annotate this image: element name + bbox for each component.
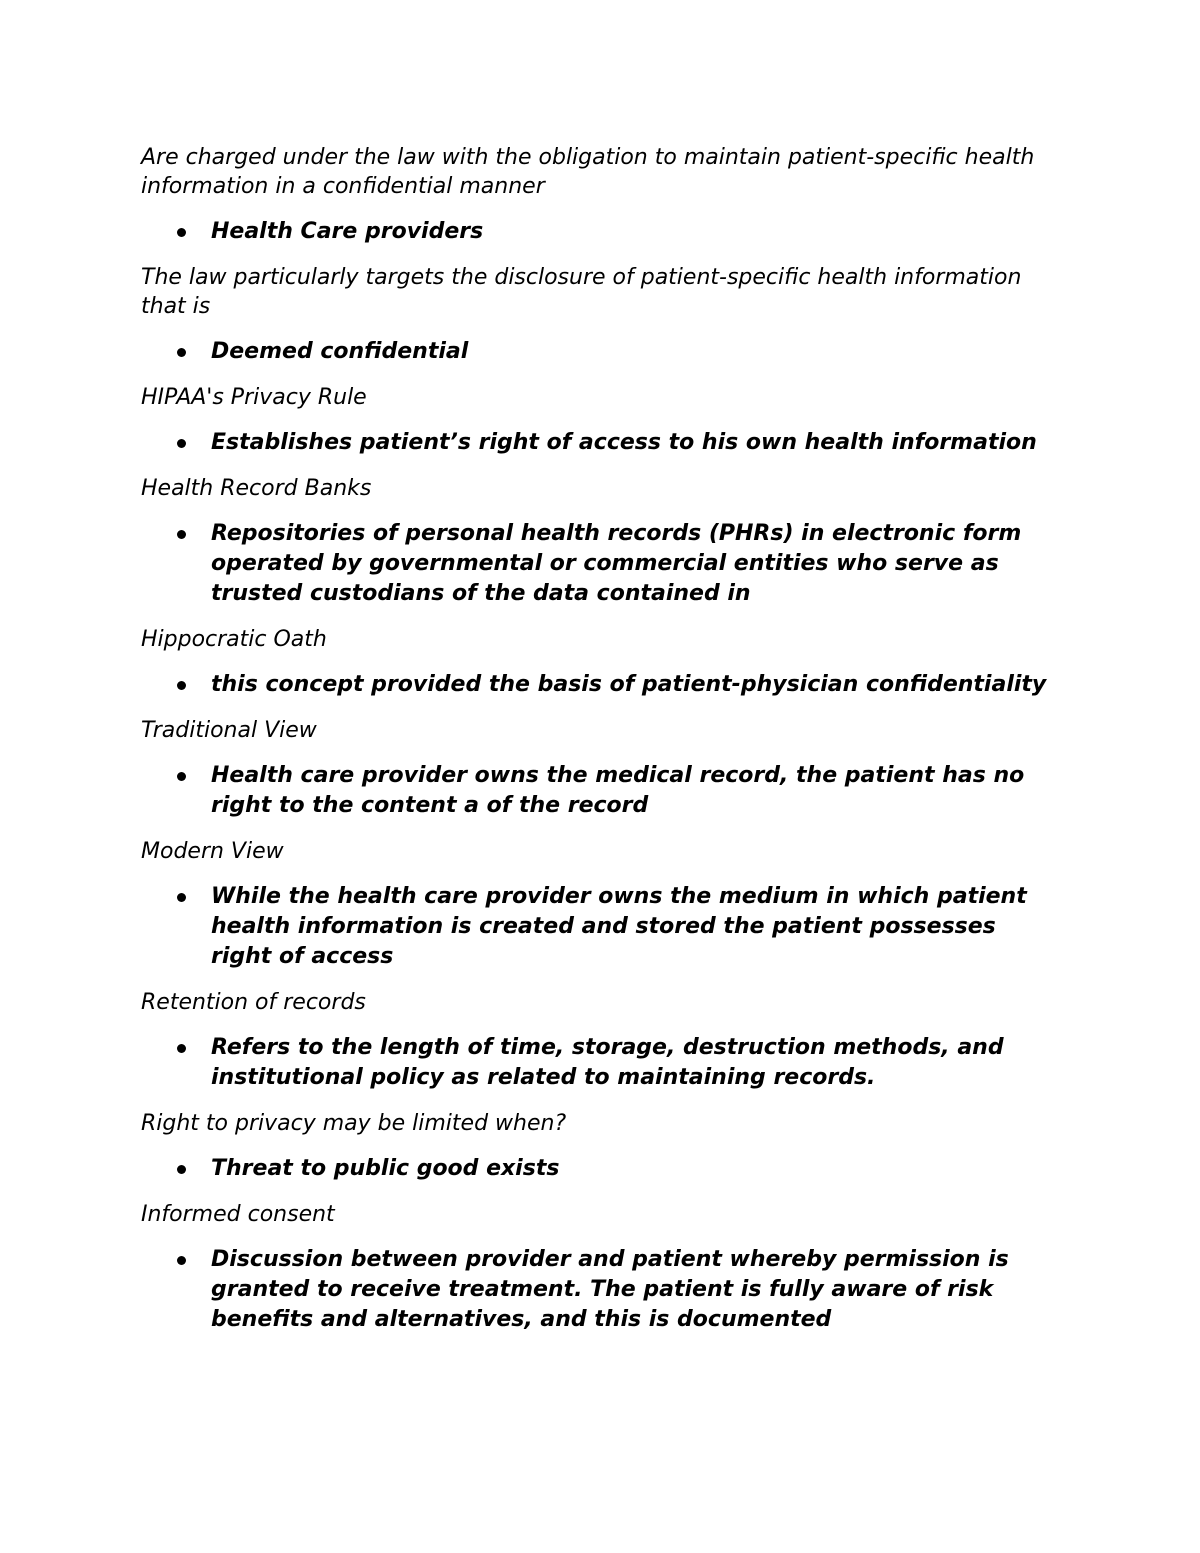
answer-text: Repositories of personal health records (PHRs) in electronic form operated by governmental or commercial entities who serve as trusted custodians of the data contained in: [211, 521, 1022, 606]
question-text: Informed consent: [141, 1202, 335, 1227]
answer-item: [141, 428, 1051, 458]
question-text: Traditional View: [141, 718, 317, 743]
bullet-icon: [177, 530, 186, 539]
bullet-icon: [177, 681, 186, 690]
answer-list: [141, 428, 1051, 458]
answer-text: Health Care providers: [211, 219, 484, 244]
answer-list: [141, 670, 1051, 700]
answer-list: [141, 1154, 1051, 1184]
answer-item: [141, 1245, 1051, 1335]
question-text: Retention of records: [141, 990, 366, 1015]
question-text: Health Record Banks: [141, 476, 372, 501]
answer-text: Health care provider owns the medical record, the patient has no right to the content a of the record: [211, 763, 1025, 818]
question-text: The law particularly targets the disclosure of patient-specific health information that is: [141, 265, 1022, 319]
bullet-icon: [177, 228, 186, 237]
answer-item: [141, 761, 1051, 821]
bullet-icon: [177, 893, 186, 902]
answer-item: [141, 882, 1051, 972]
answer-text: Establishes patient’s right of access to his own health information: [211, 430, 1037, 455]
answer-item: [141, 1154, 1051, 1184]
answer-list: [141, 1245, 1051, 1335]
answer-list: [141, 519, 1051, 609]
answer-text: Refers to the length of time, storage, destruction methods, and institutional policy as related to maintaining records.: [211, 1035, 1004, 1090]
question-text: Right to privacy may be limited when?: [141, 1111, 567, 1136]
answer-list: [141, 337, 1051, 367]
answer-text: While the health care provider owns the medium in which patient health information is created and stored the patient possesses right of access: [211, 884, 1027, 969]
question-text: Hippocratic Oath: [141, 627, 327, 652]
answer-text: this concept provided the basis of patient-physician confidentiality: [211, 672, 1047, 697]
answer-item: [141, 670, 1051, 700]
answer-item: [141, 337, 1051, 367]
answer-text: Deemed confidential: [211, 339, 469, 364]
answer-item: [141, 1033, 1051, 1093]
answer-list: [141, 217, 1051, 247]
question-text: Modern View: [141, 839, 284, 864]
document-content: [141, 143, 1051, 1351]
answer-list: [141, 761, 1051, 821]
bullet-icon: [177, 439, 186, 448]
bullet-icon: [177, 772, 186, 781]
answer-item: [141, 519, 1051, 609]
bullet-icon: [177, 1256, 186, 1265]
question-text: Are charged under the law with the obligation to maintain patient-specific health information in a confidential manner: [141, 145, 1035, 199]
answer-list: [141, 1033, 1051, 1093]
answer-text: Discussion between provider and patient whereby permission is granted to receive treatment. The patient is fully aware of risk benefits and alternatives, and this is documented: [211, 1247, 1009, 1332]
answer-list: [141, 882, 1051, 972]
bullet-icon: [177, 348, 186, 357]
question-text: HIPAA's Privacy Rule: [141, 385, 367, 410]
answer-item: [141, 217, 1051, 247]
bullet-icon: [177, 1044, 186, 1053]
answer-text: Threat to public good exists: [211, 1156, 560, 1181]
bullet-icon: [177, 1165, 186, 1174]
